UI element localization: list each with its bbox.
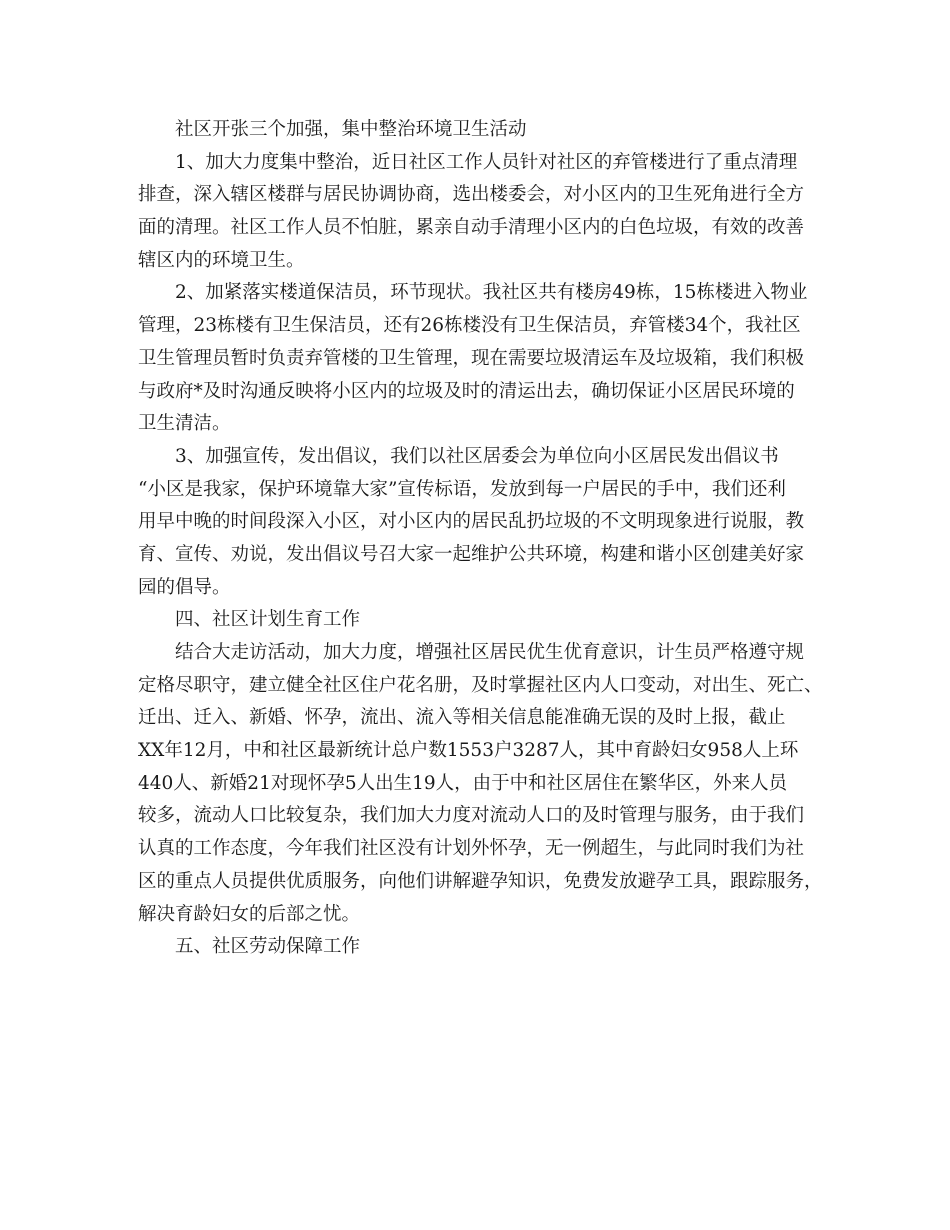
paragraph-line: 卫生管理员暂时负责弃管楼的卫生管理，现在需要垃圾清运车及垃圾箱，我们积极 [138, 347, 805, 369]
paragraph-line: 卫生清洁。 [138, 413, 231, 435]
paragraph-line: XX年12月，中和社区最新统计总户数1553户3287人，其中育龄妇女958人上环 [138, 740, 799, 762]
paragraph-line: 1、加大力度集中整治，近日社区工作人员针对社区的弃管楼进行了重点清理 [175, 151, 798, 173]
paragraph-line: 与政府*及时沟通反映将小区内的垃圾及时的清运出去，确切保证小区居民环境的 [138, 380, 795, 402]
paragraph-line: “小区是我家，保护环境靠大家”宣传标语，发放到每一户居民的手中，我们还利 [138, 478, 786, 500]
document-body [138, 114, 828, 964]
paragraph-line: 较多，流动人口比较复杂，我们加大力度对流动人口的及时管理与服务，由于我们 [138, 805, 805, 827]
paragraph-line: 用早中晚的时间段深入小区，对小区内的居民乱扔垃圾的不文明现象进行说服，教 [138, 511, 805, 533]
paragraph-line: 排查，深入辖区楼群与居民协调协商，选出楼委会，对小区内的卫生死角进行全方 [138, 184, 805, 206]
paragraph-line: 园的倡导。 [138, 576, 231, 598]
paragraph-line: 440人、新婚21对现怀孕5人出生19人，由于中和社区居住在繁华区，外来人员 [138, 772, 788, 794]
paragraph-line: 认真的工作态度，今年我们社区没有计划外怀孕，无一例超生，与此同时我们为社 [138, 838, 805, 860]
paragraph-line: 辖区内的环境卫生。 [138, 249, 305, 271]
paragraph-line: 面的清理。社区工作人员不怕脏，累亲自动手清理小区内的白色垃圾，有效的改善 [138, 217, 805, 239]
paragraph-line: 解决育龄妇女的后部之忧。 [138, 903, 361, 925]
paragraph-line: 管理，23栋楼有卫生保洁员，还有26栋楼没有卫生保洁员，弃管楼34个，我社区 [138, 315, 801, 337]
paragraph-line: 定格尽职守，建立健全社区住户花名册，及时掌握社区内人口变动，对出生、死亡、 [138, 674, 823, 696]
paragraph-line: 区的重点人员提供优质服务，向他们讲解避孕知识，免费发放避孕工具，跟踪服务， [138, 870, 823, 892]
section-heading-environment: 社区开张三个加强，集中整治环境卫生活动 [175, 119, 527, 140]
section-heading-labor-security: 五、社区劳动保障工作 [175, 936, 361, 958]
paragraph-line: 2、加紧落实楼道保洁员，环节现状。我社区共有楼房49栋，15栋楼进入物业 [175, 282, 808, 304]
paragraph-line: 育、宣传、劝说，发出倡议号召大家一起维护公共环境，构建和谐小区创建美好家 [138, 543, 805, 565]
paragraph-line: 3、加强宣传，发出倡议，我们以社区居委会为单位向小区居民发出倡议书 [175, 445, 779, 467]
paragraph-line: 迁出、迁入、新婚、怀孕，流出、流入等相关信息能准确无误的及时上报，截止 [138, 707, 786, 729]
paragraph-line: 结合大走访活动，加大力度，增强社区居民优生优育意识，计生员严格遵守规 [175, 642, 805, 663]
section-heading-family-planning: 四、社区计划生育工作 [175, 609, 361, 631]
